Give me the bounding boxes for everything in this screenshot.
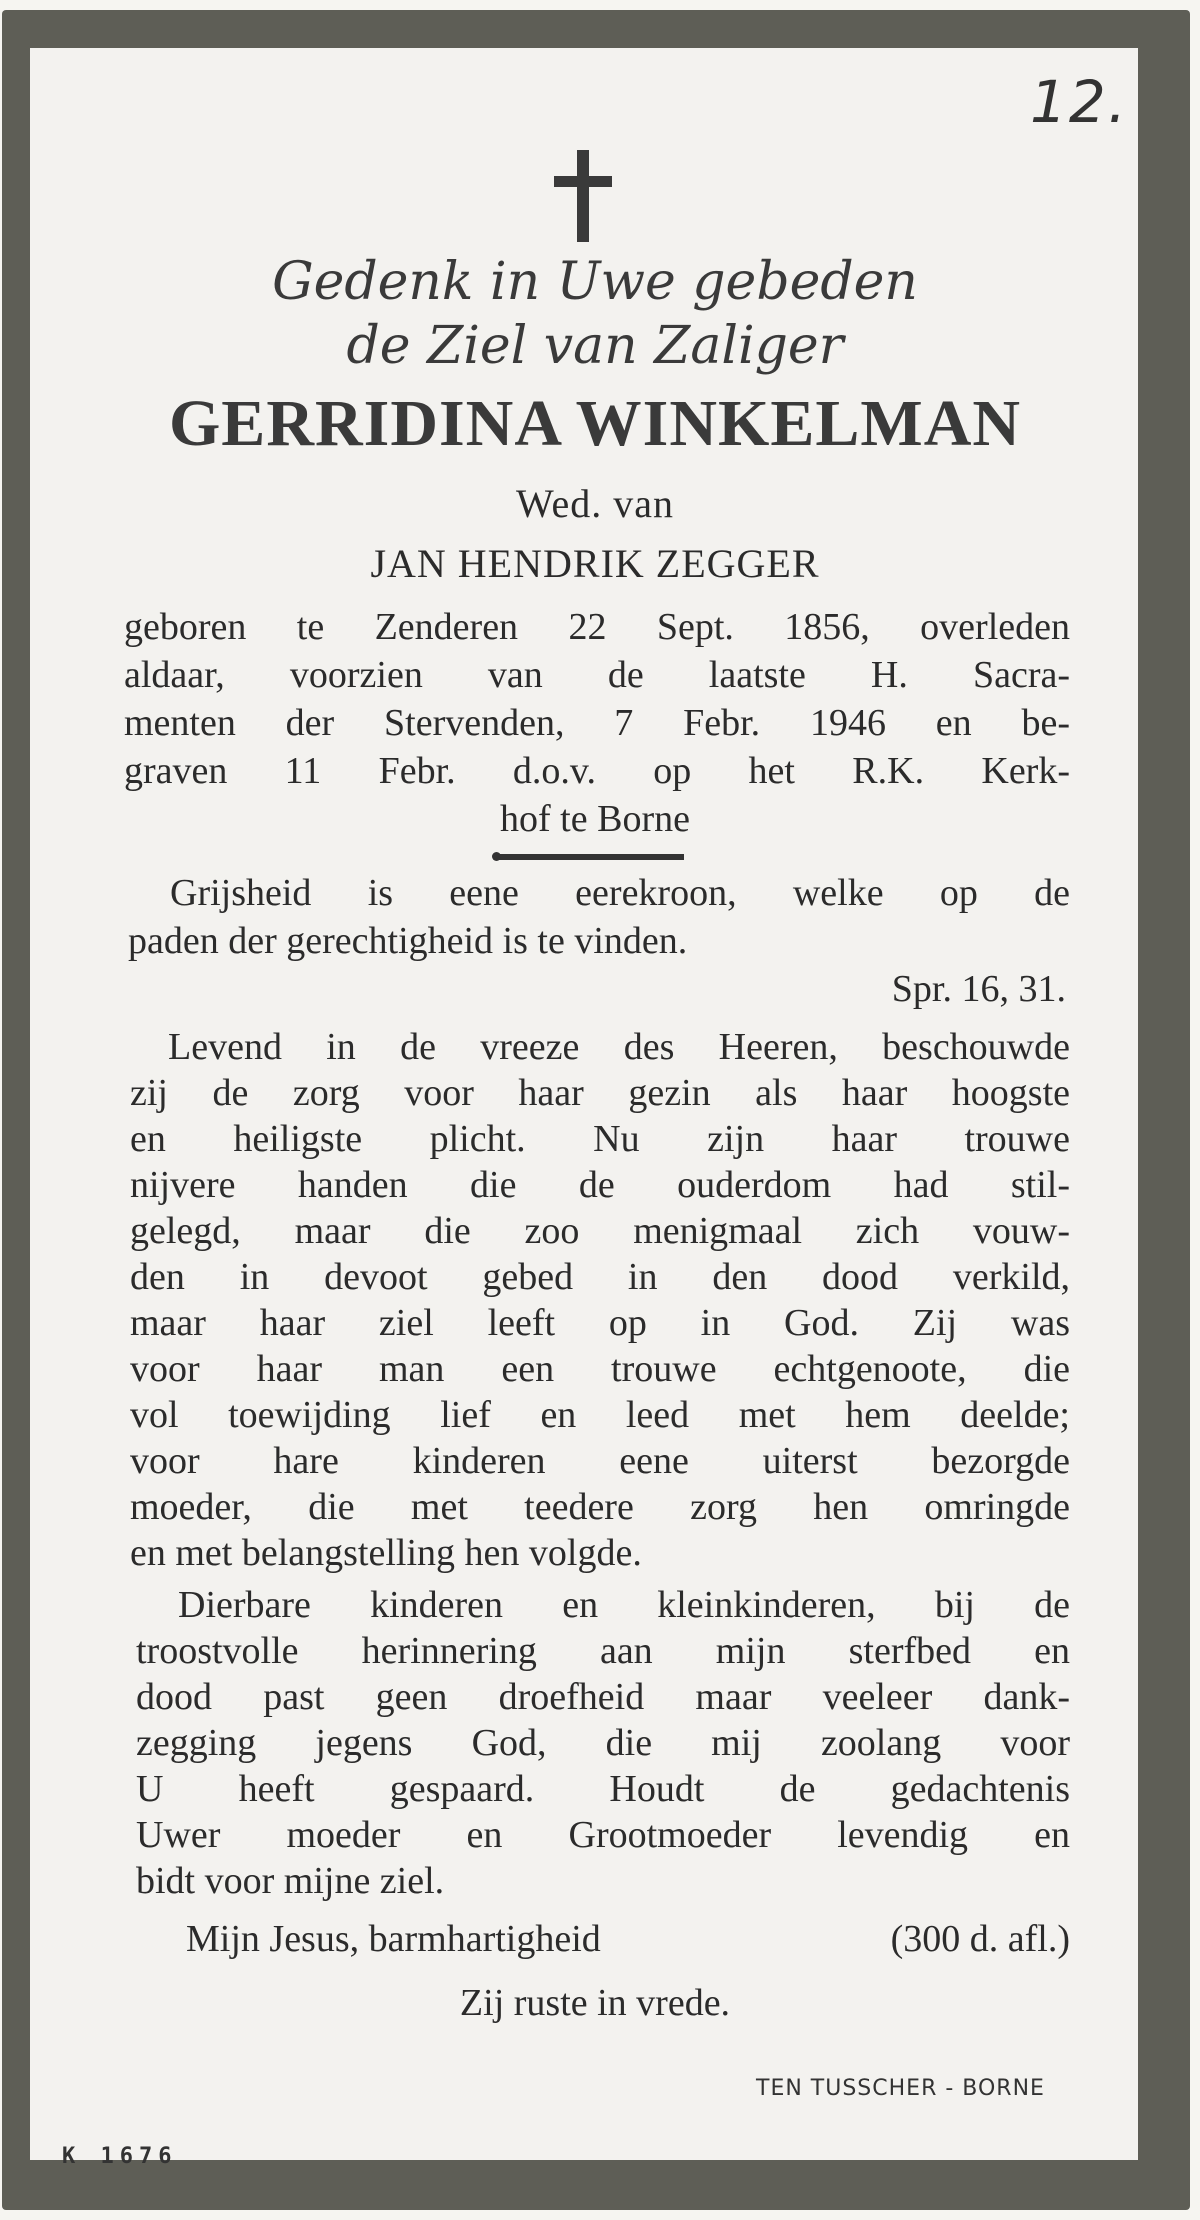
paragraph-line: voor haar man een trouwe echtgenoote, die <box>130 1348 1070 1390</box>
deceased-name: GERRIDINA WINKELMAN <box>168 387 1022 460</box>
paragraph-line: maar haar ziel leeft op in God. Zij was <box>130 1302 1070 1344</box>
paragraph-line: nijvere handen die de ouderdom had stil- <box>130 1164 1070 1206</box>
quote-source: Spr. 16, 31. <box>891 968 1066 1010</box>
paragraph-line: troostvolle herinnering aan mijn sterfbed en <box>136 1630 1070 1672</box>
paragraph-line: bidt voor mijne ziel. <box>136 1860 445 1902</box>
biography-line: menten der Stervenden, 7 Febr. 1946 en be- <box>124 702 1070 744</box>
card-code: K 1676 <box>62 2144 178 2169</box>
paragraph-line: den in devoot gebed in den dood verkild, <box>130 1256 1070 1298</box>
invocation-line-2: de Ziel van Zaliger <box>346 316 844 376</box>
paragraph-line: dood past geen droefheid maar veeleer dank- <box>136 1676 1070 1718</box>
biography-line: graven 11 Febr. d.o.v. op het R.K. Kerk- <box>124 750 1070 792</box>
invocation-line-1: Gedenk in Uwe gebeden <box>272 252 918 312</box>
paragraph-line: vol toewijding lief en leed met hem deelde; <box>130 1394 1070 1436</box>
quote-line: Grijsheid is eene eerekroon, welke op de <box>170 872 1070 914</box>
quote-line: paden der gerechtigheid is te vinden. <box>128 920 688 962</box>
paragraph-line: U heeft gespaard. Houdt de gedachtenis <box>136 1768 1070 1810</box>
handwritten-number: 12. <box>1030 68 1129 136</box>
paragraph-line: moeder, die met teedere zorg hen omringde <box>130 1486 1070 1528</box>
paragraph-line: zegging jegens God, die mij zoolang voor <box>136 1722 1070 1764</box>
paragraph-line: Uwer moeder en Grootmoeder levendig en <box>136 1814 1070 1856</box>
biography-line: hof te Borne <box>500 798 690 840</box>
indulgence-note: (300 d. afl.) <box>890 1918 1070 1960</box>
biography-line: aldaar, voorzien van de laatste H. Sacra- <box>124 654 1070 696</box>
paragraph-line: gelegd, maar die zoo menigmaal zich vouw- <box>130 1210 1070 1252</box>
cross-icon <box>548 150 618 242</box>
paragraph-line: Dierbare kinderen en kleinkinderen, bij de <box>178 1584 1070 1626</box>
paragraph-line: en heiligste plicht. Nu zijn haar trouwe <box>130 1118 1070 1160</box>
printer-mark: TEN TUSSCHER - BORNE <box>756 2076 1045 2101</box>
paragraph-line: en met belangstelling hen volgde. <box>130 1532 642 1574</box>
widow-of-label: Wed. van <box>515 481 675 526</box>
paragraph-line: zij de zorg voor haar gezin als haar hoogste <box>130 1072 1070 1114</box>
prayer-text: Mijn Jesus, barmhartigheid <box>186 1918 601 1960</box>
spouse-name: JAN HENDRIK ZEGGER <box>370 541 820 586</box>
biography-line: geboren te Zenderen 22 Sept. 1856, overleden <box>124 606 1070 648</box>
paragraph-line: Levend in de vreeze des Heeren, beschouwde <box>168 1026 1070 1068</box>
closing-text: Zij ruste in vrede. <box>459 1982 731 2024</box>
divider <box>498 854 684 860</box>
paragraph-line: voor hare kinderen eene uiterst bezorgde <box>130 1440 1070 1482</box>
